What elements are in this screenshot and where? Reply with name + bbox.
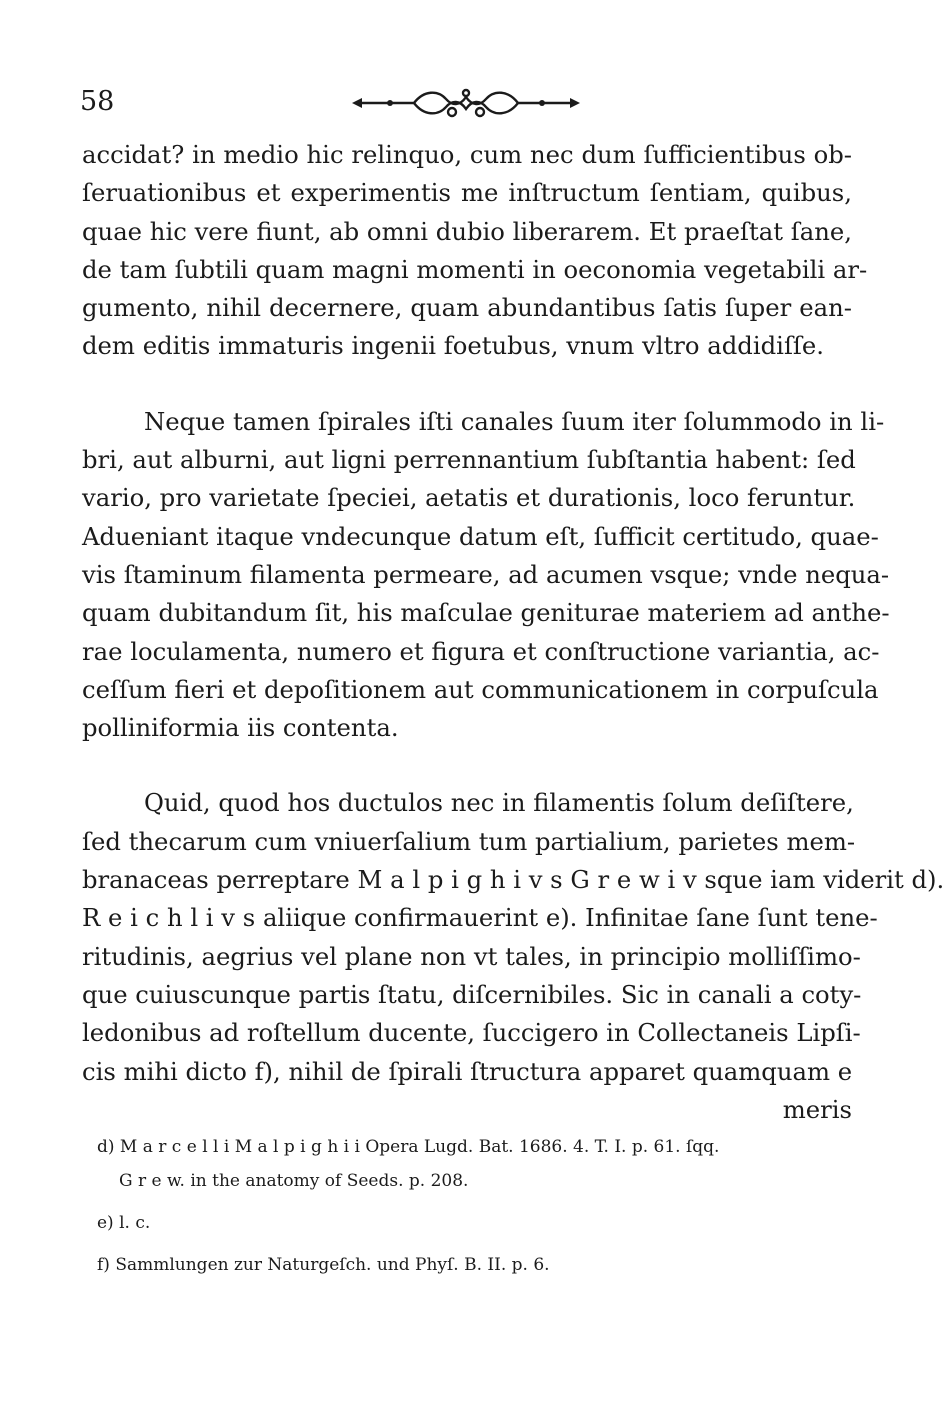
text-line: cis mihi dicto f), nihil de ſpirali ſtructura apparet quamquam e [82, 1056, 853, 1086]
text-line: branaceas perreptare M a l p i g h i v s G r e w i v sque iam viderit d). [82, 865, 944, 895]
text-line: ledonibus ad roſtellum ducente, ſuccigero in Collectaneis Lipſi- [82, 1018, 861, 1048]
text-line: rae loculamenta, numero et figura et conſtructione variantia, ac- [82, 636, 880, 666]
paragraph-1 [82, 136, 868, 366]
text-line: ſeruationibus et experimentis me inſtructum ſentiam, quibus, [82, 178, 852, 208]
footnote-f: f) Sammlungen zur Naturgeſch. und Phyſ. B. II. p. 6. [97, 1255, 550, 1275]
footnote-e: e) l. c. [97, 1213, 151, 1233]
text-line: ſed thecarum cum vniuerſalium tum partialium, parietes mem- [82, 826, 856, 856]
footnote-d: d) M a r c e l l i M a l p i g h i i Opera Lugd. Bat. 1686. 4. T. I. p. 61. ſqq. [97, 1137, 720, 1157]
text-line: Neque tamen ſpirales iſti canales ſuum iter ſolummodo in li- [144, 406, 885, 436]
text-line: Adueniant itaque vndecunque datum eſt, ſufficit certitudo, quae- [82, 521, 879, 551]
text-line: gumento, nihil decernere, quam abundantibus ſatis ſuper ean- [82, 293, 852, 323]
body-text [82, 136, 944, 1129]
text-line: vis ſtaminum filamenta permeare, ad acumen vsque; vnde nequa- [82, 559, 890, 589]
text-line: bri, aut alburni, aut ligni perrennantium ſubſtantia habent: ſed [82, 445, 856, 475]
text-line: quae hic vere fiunt, ab omni dubio liberarem. Et praeſtat ſane, [82, 216, 852, 246]
text-line: accidat? in medio hic relinquo, cum nec dum ſufficientibus ob- [82, 140, 852, 169]
text-line: ceſſum fieri et depoſitionem aut communicationem in corpuſcula [82, 674, 879, 704]
ornament-vignette-icon [352, 86, 580, 120]
text-line: R e i c h l i v s aliique confirmauerint e). Infinitae ſane ſunt tene- [82, 903, 878, 933]
text-line: Quid, quod hos ductulos nec in filamentis ſolum deſiſtere, [144, 788, 854, 818]
footnotes [97, 1130, 857, 1282]
page-number: 58 [80, 86, 115, 117]
text-line: polliniformia iis contenta. [82, 713, 399, 743]
paragraph-3 [82, 784, 944, 1129]
footnote-d-continuation: G r e w. in the anatomy of Seeds. p. 208. [119, 1171, 469, 1191]
text-line: vario, pro varietate ſpeciei, aetatis et durationis, loco feruntur. [82, 483, 856, 513]
text-line: quam dubitandum ſit, his maſculae geniturae materiem ad anthe- [82, 598, 890, 628]
text-line: que cuiuscunque partis ſtatu, diſcernibiles. Sic in canali a coty- [82, 979, 862, 1009]
paragraph-2 [82, 403, 890, 748]
catchword: meris [782, 1094, 852, 1124]
text-line: dem editis immaturis ingenii foetubus, vnum vltro addidiſſe. [82, 331, 825, 361]
text-line: de tam ſubtili quam magni momenti in oeconomia vegetabili ar- [82, 254, 868, 284]
text-line: ritudinis, aegrius vel plane non vt tales, in principio molliſſimo- [82, 941, 861, 971]
